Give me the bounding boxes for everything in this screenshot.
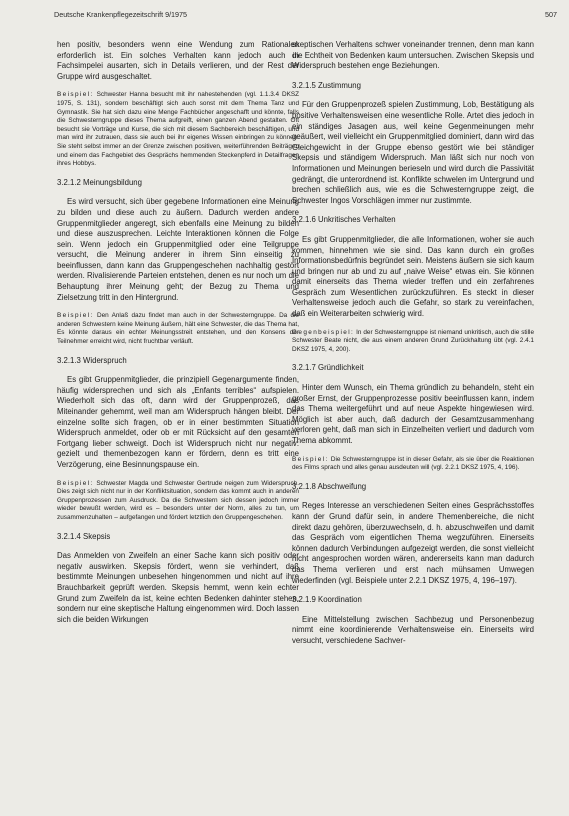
paragraph: Es gibt Gruppenmitglieder, die alle Informationen, woher sie auch kommen, hinnehmen wie sie sind. Das kann durch ein großes Informationsbedürfnis begründet sein. Meistens äußern sie sich kaum und bringen nur ab und zu auf „naive Weise“ etwas ein. Sie können damit einerseits das Thema wieder treffen und ein zerfahrenes Gespräch zum Wesentlichen zurückzuführen. Es steckt in dieser Verhaltensweise jedoch auch die Gefahr, so stark zu vereinfachen, daß ein Weiterarbeiten schwierig wird.	[292, 234, 534, 319]
example-text: Den Anlaß dazu findet man auch in der Schwesterngruppe. Da die anderen Schwestern keine Meinung äußern, hält eine Schwester, die das Thema hat, Es könnte daraus ein echter Meinungsstreit entstehen, und den Konsens der Teilnehmer erreicht wird, nicht fruchtbar verläuft.	[57, 312, 299, 346]
section-heading: 3.2.1.2 Meinungsbildung	[57, 177, 142, 187]
paragraph: hen positiv, besonders wenn eine Wendung zum Rationalen erforderlich ist. Ein solches Verhalten kann jedoch auch in Fachsimpelei ausarten, sich in Details verlieren, und der Rest der Gruppe wird ausgeschaltet.	[57, 40, 299, 81]
example-text: Schwester Magda und Schwester Gertrude neigen zum Widerspruch. Dies zeigt sich nicht nur in der Konfliktsituation, sondern das kommt auch in anderen Gruppenprozessen zum Ausdruck. Da die Schwestern sich dessen jedoch immer wieder bewußt werden, wird es – besonders unter der Norm, alles zu tun, um zusammenzuhalten – aufgefangen und fördert letztlich den Gruppengeschehen.	[57, 479, 299, 521]
paragraph: Das Anmelden von Zweifeln an einer Sache kann sich positiv oder negativ auswirken. Skepsis fördert, wenn sie verhindert, daß bestimmte Meinungen unbesehen hingenommen und nicht auf ihre Brauchbarkeit geprüft werden. Skepsis hemmt, wenn kein echter Grund zum Zweifeln da ist, keine echten Bedenken dahinter stehen, sondern nur eine skeptische Haltung eingenommen wird. Doch lassen sich die beiden Wirkungen	[57, 551, 299, 624]
page-number: 507	[545, 10, 557, 19]
example-text: Die Schwesterngruppe ist in dieser Gefahr, als sie über die Reaktionen des Films sprach und alles genau ausdeuten will (vgl. 2.2.1 DKSZ 1975, 4, 196).	[292, 455, 534, 472]
example-keyword: Beispiel:	[292, 455, 329, 463]
section-heading: 3.2.1.8 Abschweifung	[292, 481, 367, 491]
example-text: Schwester Hanna besucht mit ihr nahestehenden (vgl. 1.1.3.4 DKSZ 1975, S. 131), sondern beschäftigt sich auch sonst mit dem Thema Tanz und Gymnastik. Sie hat sich dazu eine Menge Fachbücher angeschafft und könnte, falls die Schwesterngruppe dieses Thema aufgreift, einen ganzen Abend gestalten. Oft besucht sie Vorträge und Kurse, die sich mit diesem Sachbereich beschäftigen, und man wird ihr zutrauen, dass sie auch bei ihr eigenes Wissen einbringen zu können. Sie steht selbst immer an der Grenze zwischen positiven, weiterführenden Beiträgen und einem das Fachgebiet des Gesprächs hemmenden Steckenpferd in Detailfragen ihres Hobbys.	[57, 91, 299, 168]
example-keyword: Beispiel:	[57, 312, 94, 320]
paragraph: Es wird versucht, sich über gegebene Informationen eine Meinung zu bilden und diese auch zu äußern. Dadurch werden andere Gruppenmitglieder angeregt, sich ebenfalls eine Meinung zu bilden und diese auszusprechen. Leichte Interaktionen können die Folge sein. Wenn jedoch ein Gruppenmitglied oder eine Teilgruppe versucht, die Meinung anderer in ihrem Sinn einseitig zu beeinflussen, dann kann das Gruppengeschehen nachhaltig gestört werden. Rivalisierende Parteien entstehen, denen es nur noch um die Behauptung ihrer Meinung geht; der Bezug zu Thema und Zielsetzung tritt in den Hintergrund.	[57, 197, 299, 302]
paragraph: Reges Interesse an verschiedenen Seiten eines Gesprächsstoffes kann der Grund dafür sein, in andere Themenbereiche, die nicht direkt dazu gehören, überzuwechseln, d. h. abzuschweifen und damit das Gespräch vom eigentlichen Thema wegzuführen. Einerseits können dadurch Verbindungen aufgezeigt werden, die sonst vielleicht nicht angesprochen worden wären, andererseits kann man dadurch das Thema verlieren und erst nach mühsamen Umwegen wiederfinden (vgl. Beispiele unter 2.2.1 DKSZ 1975, 4, 196–197).	[292, 501, 534, 585]
paragraph: Es gibt Gruppenmitglieder, die prinzipiell Gegenargumente finden, häufig widersprechen und sich als „Enfants terribles“ aufspielen. Wiederholt sich das oft, dann wird der Gruppenprozeß, das Miteinander gehemmt, weil man am Widerspruch hängen bleibt. Der einzelne sollte sich fragen, ob er in einer bestimmten Situation Widerspruch anmeldet, oder ob er mit Rücksicht auf den gesamten Fortgang lieber schweigt. Doch ist Widerspruch nicht nur negativ: gezielt und themenbezogen kann er fördern, denn es tritt eine Verzögerung, eine Besinnungspause ein.	[57, 375, 299, 469]
section-heading: 3.2.1.9 Koordination	[292, 595, 362, 605]
paragraph: Für den Gruppenprozeß spielen Zustimmung, Lob, Bestätigung als positive Verhaltensweisen eine wesentliche Rolle. Artet dies jedoch in ein ständiges Jasagen aus, weil keine Gegenmeinungen mehr geäußert, weil vielleicht ein Gruppenmitglied dominiert, dann wird das Gleichgewicht in der Gruppe ebenso gestört wie bei ständiger Skepsis und ständigem Widerspruch. Man läßt sich nur noch von Informationen und Meinungen berieseln und wird durch die Passivität gedrängt, die unterordnend ist. Konflikte schwelen im Untergrund und brechen schließlich aus, wie es die Schwesterngruppe zeigt, die Schwester Ingos Vorschlägen immer nur zustimmte.	[292, 100, 534, 205]
example-box	[292, 456, 534, 473]
left-column	[57, 40, 299, 634]
counter-example-box	[292, 329, 534, 355]
right-column	[292, 40, 534, 656]
section-heading: 3.2.1.7 Gründlichkeit	[292, 363, 364, 373]
example-keyword: Gegenbeispiel:	[292, 328, 355, 336]
running-header	[54, 4, 557, 20]
paragraph: skeptischen Verhaltens schwer voneinander trennen, denn man kann die Echtheit von Bedenken kaum untersuchen. Zwischen Skepsis und Widerspruch bestehen enge Beziehungen.	[292, 40, 534, 71]
example-keyword: Beispiel:	[57, 479, 94, 487]
section-heading: 3.2.1.6 Unkritisches Verhalten	[292, 215, 396, 225]
example-box	[57, 91, 299, 168]
section-heading: 3.2.1.5 Zustimmung	[292, 80, 361, 90]
example-box	[57, 312, 299, 346]
example-box	[57, 480, 299, 523]
example-text: In der Schwesterngruppe ist niemand unkritisch, auch die stille Schwester Beate nicht, die aus einem anderen Grund Zurückhaltung übt (vgl. 2.4.1 DKSZ 1975, 4, 200).	[292, 328, 534, 353]
example-keyword: Beispiel:	[57, 91, 94, 99]
section-heading: 3.2.1.4 Skepsis	[57, 531, 111, 541]
paragraph: Hinter dem Wunsch, ein Thema gründlich zu behandeln, steht ein großer Ernst, der Gruppenprozesse positiv beeinflussen kann, indem das Thema weitergeführt und auf neue Aspekte hingewiesen wird. Möglich ist aber auch, daß dadurch der Gesamtzusammenhang verloren geht, daß man sich in Einzelheiten verliert und dadurch vom Thema abkommt.	[292, 383, 534, 445]
journal-title: Deutsche Krankenpflegezeitschrift 9/1975	[54, 10, 188, 19]
section-heading: 3.2.1.3 Widerspruch	[57, 355, 127, 365]
paragraph: Eine Mittelstellung zwischen Sachbezug und Personenbezug nimmt eine koordinierende Verhaltensweise ein. Einerseits wird versucht, verschiedene Sachver-	[292, 614, 534, 645]
